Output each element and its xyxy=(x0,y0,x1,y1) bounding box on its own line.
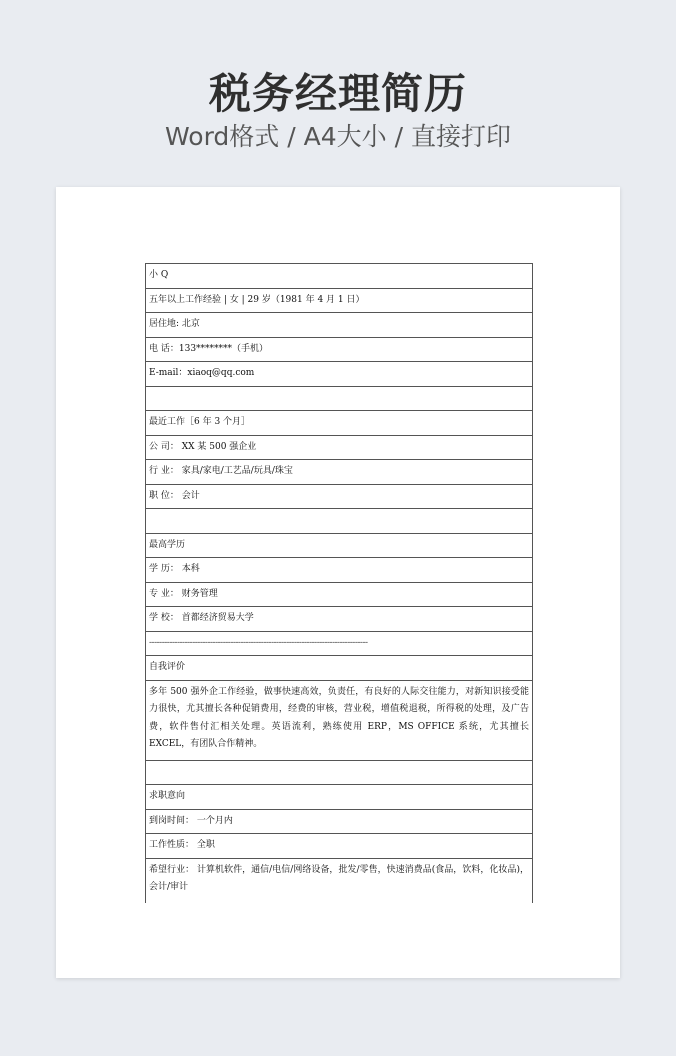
degree-row: 学 历： 本科 xyxy=(146,558,532,583)
phone-row: 电 话：133********（手机） xyxy=(146,338,532,363)
self-evaluation-text: 多年 500 强外企工作经验，做事快速高效，负责任，有良好的人际交往能力，对新知识接受能力很快，尤其擅长各种促销费用，经费的审核，营业税，增值税退税，所得税的处理，及广告费，软件售付汇相关处理。英语流利，熟练使用 ERP，MS OFFICE 系统，尤其擅长 EXCEL，有团队合作精神。 xyxy=(146,681,532,761)
company-row: 公 司： XX 某 500 强企业 xyxy=(146,436,532,461)
major-row: 专 业： 财务管理 xyxy=(146,583,532,608)
desired-industry-row: 希望行业： 计算机软件，通信/电信/网络设备，批发/零售，快速消费品(食品，饮料，化妆品)，会计/审计 xyxy=(149,864,529,892)
resume-table xyxy=(145,263,533,903)
email-row: E-mail：xiaoq@qq.com xyxy=(146,362,532,387)
name-row: 小 Q xyxy=(146,264,532,289)
dashed-divider: -------------------------------------------------------------------------------------- xyxy=(146,632,532,657)
start-time-row: 到岗时间： 一个月内 xyxy=(146,810,532,835)
industry-row: 行 业： 家具/家电/工艺品/玩具/珠宝 xyxy=(146,460,532,485)
document-page xyxy=(56,187,620,978)
self-evaluation-heading: 自我评价 xyxy=(146,656,532,681)
school-row: 学 校： 首都经济贸易大学 xyxy=(146,607,532,632)
recent-job-heading: 最近工作［6 年 3 个月］ xyxy=(146,411,532,436)
blank-row xyxy=(146,761,532,786)
blank-row xyxy=(146,387,532,412)
banner-title: 税务经理简历 xyxy=(208,69,467,118)
position-row: 职 位： 会计 xyxy=(146,485,532,510)
banner-subtitle: Word格式 / A4大小 / 直接打印 xyxy=(165,122,511,151)
summary-row: 五年以上工作经验 | 女 | 29 岁（1981 年 4 月 1 日） xyxy=(146,289,532,314)
blank-row xyxy=(146,509,532,534)
job-intention-heading: 求职意向 xyxy=(146,785,532,810)
job-type-row: 工作性质： 全职 xyxy=(146,834,532,859)
residence-row: 居住地: 北京 xyxy=(146,313,532,338)
education-heading: 最高学历 xyxy=(146,534,532,559)
